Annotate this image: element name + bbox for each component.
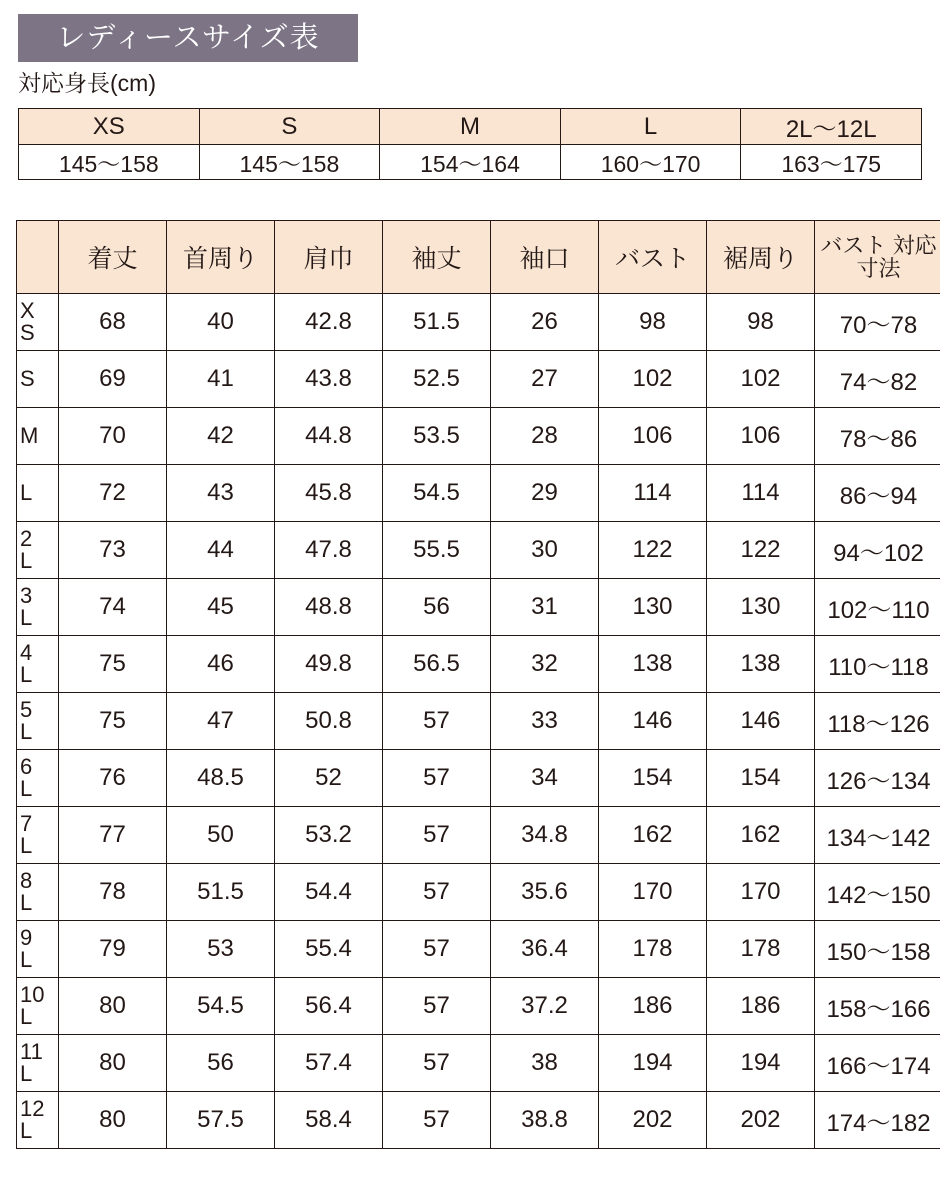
table-cell: 49.8 — [275, 636, 383, 693]
table-cell: 46 — [167, 636, 275, 693]
table-row — [17, 750, 940, 807]
row-header-size-line2: L — [20, 548, 33, 573]
table-row — [17, 1092, 940, 1149]
table-cell: 54.5 — [167, 978, 275, 1035]
table-cell-bust-range: 110〜118 — [815, 636, 940, 693]
row-header-size — [17, 921, 59, 978]
table-cell: 48.8 — [275, 579, 383, 636]
table-cell: 75 — [59, 693, 167, 750]
table-cell: 138 — [707, 636, 815, 693]
table-cell: 44.8 — [275, 408, 383, 465]
table-cell: 194 — [599, 1035, 707, 1092]
table-cell: 48.5 — [167, 750, 275, 807]
row-header-size — [17, 636, 59, 693]
table-cell: 42.8 — [275, 294, 383, 351]
table-cell: 186 — [599, 978, 707, 1035]
table-cell: 33 — [491, 693, 599, 750]
table-row — [17, 294, 940, 351]
table-cell: 57.5 — [167, 1092, 275, 1149]
table-cell: 80 — [59, 1035, 167, 1092]
row-header-size-line2: L — [20, 1061, 33, 1086]
row-header-size-line2: L — [20, 605, 33, 630]
table-cell: 122 — [599, 522, 707, 579]
table-row — [17, 465, 940, 522]
row-header-size-line2: L — [20, 1118, 33, 1143]
height-size-cell: 2L〜12L — [741, 109, 922, 145]
row-header-size-line1: 5 — [20, 697, 33, 722]
table-cell: 37.2 — [491, 978, 599, 1035]
table-cell: 77 — [59, 807, 167, 864]
row-header-size-line1: 4 — [20, 640, 33, 665]
table-cell: 45 — [167, 579, 275, 636]
row-header-size-line1: 2 — [20, 526, 33, 551]
measurement-table-body — [17, 294, 940, 1149]
table-cell: 50.8 — [275, 693, 383, 750]
table-row — [17, 636, 940, 693]
row-header-size-line1: 7 — [20, 811, 33, 836]
row-header-size — [17, 750, 59, 807]
table-cell: 154 — [599, 750, 707, 807]
height-size-cell: XS — [19, 109, 200, 145]
table-cell: 57.4 — [275, 1035, 383, 1092]
table-cell: 54.4 — [275, 864, 383, 921]
table-cell: 75 — [59, 636, 167, 693]
page-title: レディースサイズ表 — [56, 21, 320, 54]
table-cell: 68 — [59, 294, 167, 351]
table-cell: 154 — [707, 750, 815, 807]
table-row — [17, 522, 940, 579]
row-header-size-line2: L — [20, 662, 33, 687]
table-cell: 38.8 — [491, 1092, 599, 1149]
height-table — [18, 108, 922, 180]
table-cell: 55.4 — [275, 921, 383, 978]
table-cell: 146 — [707, 693, 815, 750]
table-cell: 50 — [167, 807, 275, 864]
table-cell: 178 — [599, 921, 707, 978]
table-row — [17, 864, 940, 921]
height-section-label: 対応身長(cm) — [18, 70, 156, 96]
table-cell: 114 — [707, 465, 815, 522]
table-cell: 202 — [707, 1092, 815, 1149]
row-header-size-line1: 6 — [20, 754, 33, 779]
height-size-cell: S — [199, 109, 380, 145]
row-header-size-line2: L — [20, 1004, 33, 1029]
table-cell: 194 — [707, 1035, 815, 1092]
table-cell: 57 — [383, 1035, 491, 1092]
table-cell-bust-range: 86〜94 — [815, 465, 940, 522]
row-header-size-line1: X — [20, 298, 35, 323]
table-cell: 53 — [167, 921, 275, 978]
table-cell-bust-range: 150〜158 — [815, 921, 940, 978]
column-header-susomawari: 裾周り — [707, 221, 815, 294]
table-cell: 170 — [599, 864, 707, 921]
column-header-katahaba: 肩巾 — [275, 221, 383, 294]
row-header-size-line2: L — [20, 890, 33, 915]
table-cell: 106 — [707, 408, 815, 465]
table-cell: 57 — [383, 921, 491, 978]
row-header-size — [17, 693, 59, 750]
row-header-size-line2: L — [20, 833, 33, 858]
table-cell: 76 — [59, 750, 167, 807]
table-row — [17, 807, 940, 864]
table-cell-bust-range: 142〜150 — [815, 864, 940, 921]
row-header-size-line1: S — [20, 366, 35, 391]
row-header-size-line1: 8 — [20, 868, 33, 893]
table-cell: 122 — [707, 522, 815, 579]
table-cell: 186 — [707, 978, 815, 1035]
table-cell: 98 — [599, 294, 707, 351]
table-cell-bust-range: 166〜174 — [815, 1035, 940, 1092]
row-header-size-line2: L — [20, 776, 33, 801]
column-header-bust-range — [815, 221, 940, 294]
table-cell: 78 — [59, 864, 167, 921]
height-size-cell: M — [380, 109, 561, 145]
table-cell: 32 — [491, 636, 599, 693]
table-cell-bust-range: 126〜134 — [815, 750, 940, 807]
column-header-bust: バスト — [599, 221, 707, 294]
column-header-bust-range-line2: 対応寸法 — [856, 232, 937, 281]
height-table-value-row — [19, 145, 922, 180]
height-table-header-row — [19, 109, 922, 145]
table-cell-bust-range: 74〜82 — [815, 351, 940, 408]
table-cell: 70 — [59, 408, 167, 465]
table-cell: 45.8 — [275, 465, 383, 522]
table-cell: 56.5 — [383, 636, 491, 693]
row-header-size-line1: 3 — [20, 583, 33, 608]
table-row — [17, 693, 940, 750]
table-cell: 178 — [707, 921, 815, 978]
table-cell: 54.5 — [383, 465, 491, 522]
table-cell: 47.8 — [275, 522, 383, 579]
height-range-cell: 154〜164 — [380, 145, 561, 180]
row-header-size — [17, 351, 59, 408]
table-cell: 26 — [491, 294, 599, 351]
table-cell: 57 — [383, 864, 491, 921]
table-cell: 47 — [167, 693, 275, 750]
table-corner-cell — [17, 221, 59, 294]
table-row — [17, 351, 940, 408]
table-cell: 79 — [59, 921, 167, 978]
row-header-size-line1: 10 — [20, 982, 45, 1007]
table-cell: 73 — [59, 522, 167, 579]
table-cell: 146 — [599, 693, 707, 750]
table-cell: 52 — [275, 750, 383, 807]
table-cell: 57 — [383, 978, 491, 1035]
table-cell-bust-range: 134〜142 — [815, 807, 940, 864]
table-cell: 55.5 — [383, 522, 491, 579]
table-cell: 52.5 — [383, 351, 491, 408]
column-header-kitake: 着丈 — [59, 221, 167, 294]
table-cell-bust-range: 94〜102 — [815, 522, 940, 579]
table-cell: 40 — [167, 294, 275, 351]
row-header-size-line2: L — [20, 947, 33, 972]
table-cell: 102 — [599, 351, 707, 408]
height-size-cell: L — [560, 109, 741, 145]
row-header-size-line2: S — [20, 320, 35, 345]
table-cell-bust-range: 118〜126 — [815, 693, 940, 750]
table-cell: 28 — [491, 408, 599, 465]
row-header-size — [17, 294, 59, 351]
table-cell: 80 — [59, 1092, 167, 1149]
table-cell: 29 — [491, 465, 599, 522]
measurement-table — [16, 220, 940, 1149]
page-title-banner — [18, 14, 358, 62]
table-cell: 114 — [599, 465, 707, 522]
table-cell-bust-range: 158〜166 — [815, 978, 940, 1035]
row-header-size — [17, 1092, 59, 1149]
table-cell: 72 — [59, 465, 167, 522]
table-cell: 162 — [599, 807, 707, 864]
height-range-cell: 145〜158 — [199, 145, 380, 180]
table-cell: 138 — [599, 636, 707, 693]
table-cell: 56.4 — [275, 978, 383, 1035]
table-cell: 170 — [707, 864, 815, 921]
table-cell: 53.5 — [383, 408, 491, 465]
table-row — [17, 1035, 940, 1092]
table-cell: 53.2 — [275, 807, 383, 864]
table-cell: 31 — [491, 579, 599, 636]
table-row — [17, 579, 940, 636]
table-cell: 130 — [707, 579, 815, 636]
row-header-size-line1: 12 — [20, 1096, 45, 1121]
table-cell: 51.5 — [167, 864, 275, 921]
table-cell: 36.4 — [491, 921, 599, 978]
row-header-size — [17, 579, 59, 636]
table-cell: 34 — [491, 750, 599, 807]
table-cell: 106 — [599, 408, 707, 465]
table-row — [17, 408, 940, 465]
table-cell: 57 — [383, 1092, 491, 1149]
row-header-size — [17, 1035, 59, 1092]
row-header-size-line1: 11 — [20, 1039, 43, 1064]
row-header-size — [17, 408, 59, 465]
column-header-sodeguchi: 袖口 — [491, 221, 599, 294]
row-header-size-line2: L — [20, 719, 33, 744]
table-cell: 56 — [383, 579, 491, 636]
table-cell: 57 — [383, 750, 491, 807]
column-header-bust-range-line1: バスト — [820, 232, 887, 258]
table-row — [17, 978, 940, 1035]
row-header-size — [17, 465, 59, 522]
row-header-size — [17, 978, 59, 1035]
table-cell: 69 — [59, 351, 167, 408]
table-cell: 27 — [491, 351, 599, 408]
table-cell: 35.6 — [491, 864, 599, 921]
table-cell: 80 — [59, 978, 167, 1035]
height-range-cell: 145〜158 — [19, 145, 200, 180]
table-cell: 162 — [707, 807, 815, 864]
table-cell-bust-range: 174〜182 — [815, 1092, 940, 1149]
table-cell: 34.8 — [491, 807, 599, 864]
row-header-size — [17, 864, 59, 921]
column-header-kubimawari: 首周り — [167, 221, 275, 294]
table-cell: 43.8 — [275, 351, 383, 408]
table-cell: 41 — [167, 351, 275, 408]
height-range-cell: 160〜170 — [560, 145, 741, 180]
row-header-size — [17, 807, 59, 864]
table-cell: 43 — [167, 465, 275, 522]
table-cell: 42 — [167, 408, 275, 465]
row-header-size — [17, 522, 59, 579]
table-cell-bust-range: 102〜110 — [815, 579, 940, 636]
table-cell: 57 — [383, 693, 491, 750]
table-row — [17, 921, 940, 978]
table-cell: 56 — [167, 1035, 275, 1092]
table-cell: 38 — [491, 1035, 599, 1092]
table-cell: 202 — [599, 1092, 707, 1149]
measurement-table-header-row — [17, 221, 940, 294]
table-cell-bust-range: 78〜86 — [815, 408, 940, 465]
table-cell-bust-range: 70〜78 — [815, 294, 940, 351]
table-cell: 44 — [167, 522, 275, 579]
table-cell: 58.4 — [275, 1092, 383, 1149]
row-header-size-line1: L — [20, 480, 33, 505]
table-cell: 30 — [491, 522, 599, 579]
column-header-sodetake: 袖丈 — [383, 221, 491, 294]
table-cell: 98 — [707, 294, 815, 351]
height-range-cell: 163〜175 — [741, 145, 922, 180]
row-header-size-line1: 9 — [20, 925, 33, 950]
table-cell: 57 — [383, 807, 491, 864]
table-cell: 130 — [599, 579, 707, 636]
row-header-size-line1: M — [20, 423, 39, 448]
table-cell: 102 — [707, 351, 815, 408]
table-cell: 74 — [59, 579, 167, 636]
table-cell: 51.5 — [383, 294, 491, 351]
